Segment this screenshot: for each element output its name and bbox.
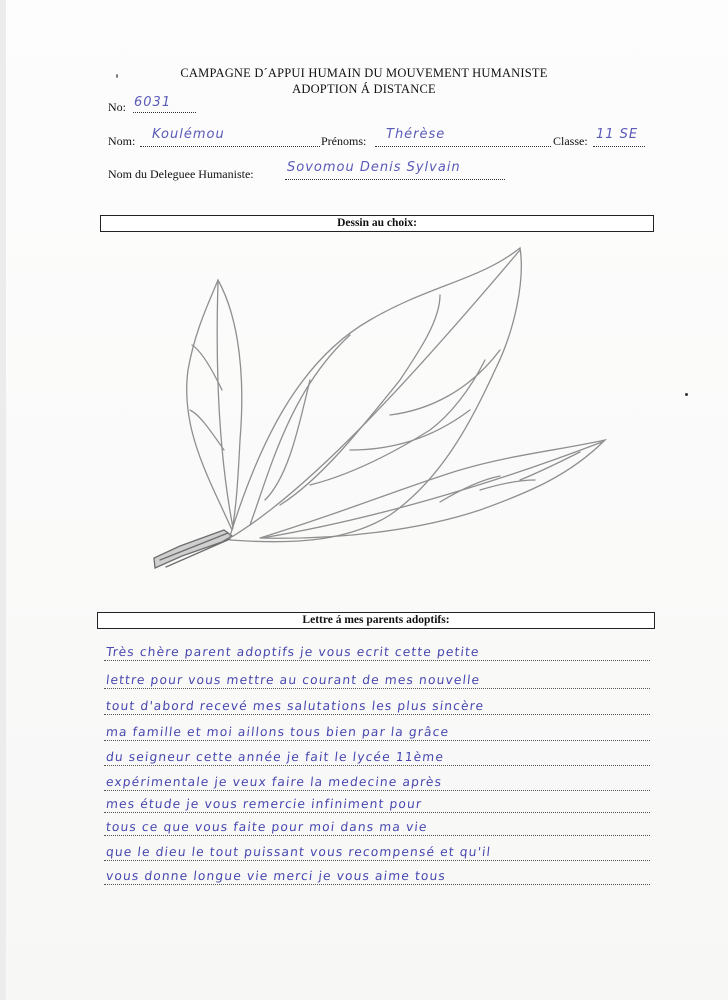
paper-speck <box>116 74 118 78</box>
classe-dots <box>593 146 645 147</box>
letter-line-7: mes étude je vous remercie infiniment pour <box>105 797 423 811</box>
campaign-subtitle: ADOPTION Á DISTANCE <box>292 82 436 96</box>
letter-rule-7 <box>104 812 650 813</box>
drawing-section-title: Dessin au choix: <box>100 215 654 232</box>
letter-line-3: tout d'abord recevé mes salutations les plus sincère <box>105 699 486 713</box>
delegue-value: Sovomou Denis Sylvain <box>287 160 461 175</box>
delegue-label: Nom du Deleguee Humaniste: <box>108 167 254 181</box>
letter-rule-6 <box>104 790 650 791</box>
leaf-sketch-icon <box>140 240 620 600</box>
letter-line-8: tous ce que vous faite pour moi dans ma vie <box>105 820 429 834</box>
letter-line-5: du seigneur cette année je fait le lycée 11ème <box>105 750 445 764</box>
letter-line-2: lettre pour vous mettre au courant de mes nouvelle <box>105 673 481 687</box>
letter-rule-4 <box>104 740 650 741</box>
campaign-title: CAMPAGNE D´APPUI HUMAIN DU MOUVEMENT HUMANISTE <box>180 66 548 80</box>
letter-line-10: vous donne longue vie merci je vous aime tous <box>105 869 447 883</box>
no-value: 6031 <box>134 95 172 110</box>
classe-value: 11 SE <box>596 127 639 142</box>
letter-rule-5 <box>104 765 650 766</box>
letter-rule-10 <box>104 884 650 885</box>
prenoms-dots <box>375 146 551 147</box>
classe-label: Classe: <box>553 134 588 148</box>
prenoms-value: Thérèse <box>386 127 446 142</box>
no-label: No: <box>108 100 126 114</box>
page-edge <box>0 0 6 1000</box>
nom-dots <box>140 146 320 147</box>
letter-line-6: expérimentale je veux faire la medecine après <box>105 775 443 789</box>
delegue-dots <box>285 179 505 180</box>
letter-rule-8 <box>104 835 650 836</box>
letter-line-9: que le dieu le tout puissant vous recompensé et qu'il <box>105 845 492 859</box>
prenoms-label: Prénoms: <box>321 134 367 148</box>
letter-line-1: Très chère parent adoptifs je vous ecrit cette petite <box>105 645 481 659</box>
letter-line-4: ma famille et moi aillons tous bien par la grâce <box>105 725 450 739</box>
no-dots <box>133 112 196 113</box>
nom-label: Nom: <box>108 134 136 148</box>
letter-rule-3 <box>104 714 650 715</box>
paper-speck <box>685 393 688 396</box>
nom-value: Koulémou <box>152 127 225 142</box>
letter-rule-9 <box>104 860 650 861</box>
letter-rule-2 <box>104 688 650 689</box>
letter-section-title: Lettre á mes parents adoptifs: <box>97 612 655 629</box>
letter-rule-1 <box>104 660 650 661</box>
